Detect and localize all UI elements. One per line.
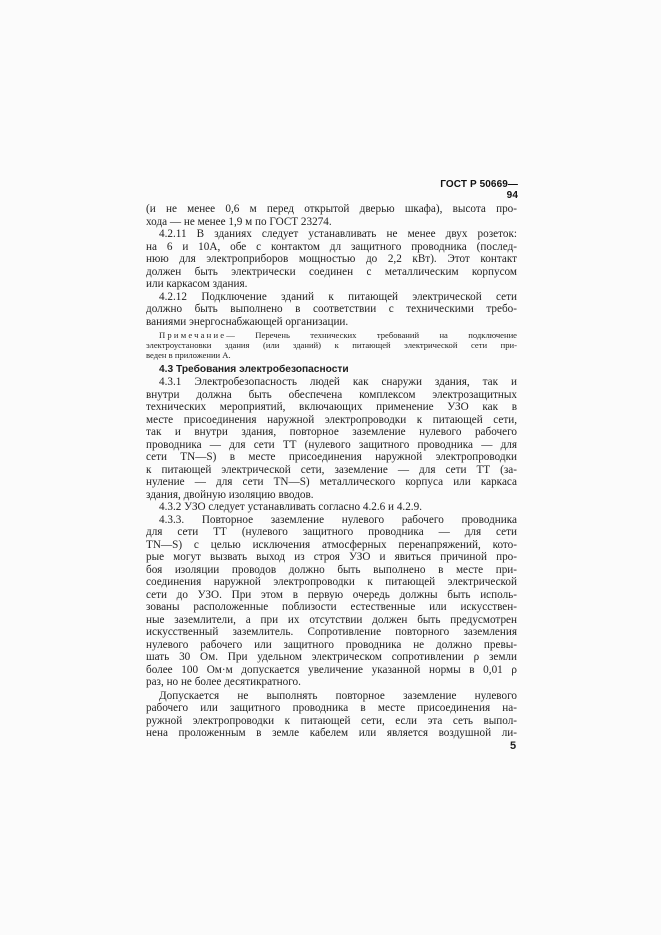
note-label: Примечание <box>159 330 227 340</box>
text-line: сети до УЗО. При этом в первую очередь должны быть исполь- <box>146 588 517 601</box>
note-line: электроустановки здания (или зданий) к питающей электрической сети при- <box>146 340 517 350</box>
paragraph-allowed-first-line: Допускается не выполнять повторное заземление нулевого <box>159 689 517 702</box>
text-line: так и внутри здания, повторное заземление нулевого рабочего <box>146 426 517 438</box>
text-line: ваниями энергоснабжающей организации. <box>146 315 349 328</box>
text-line: внутри должна быть обеспечена комплексом электрозащитных <box>146 388 517 401</box>
text-line: искусственный заземлитель. Сопротивление повторного заземления <box>146 626 517 638</box>
text-line: зованы расположенные поблизости естественные или искусствен- <box>146 601 517 613</box>
text-line: должен быть электрически соединен с металлическим корпусом <box>146 265 517 278</box>
text-line: шать 30 Ом. При удельном электрическом сопротивлении ρ земли <box>146 651 517 663</box>
paragraph-4-2-11-first-line: 4.2.11 В зданиях следует устанавливать не менее двух розеток: <box>159 228 517 240</box>
text-line: технических мероприятий, включающих применение УЗО как в <box>146 401 517 413</box>
text-line: рабочего или защитного проводника в месте присоединения на- <box>146 702 517 714</box>
text-line: ные заземлители, а при их отсутствии должен быть предусмотрен <box>146 613 517 626</box>
paragraph-4-3-2: 4.3.2 УЗО следует устанавливать согласно 4.2.6 и 4.2.9. <box>159 501 422 513</box>
text-line: нулевого рабочего или защитного проводника не должно превы- <box>146 638 517 651</box>
text-line: соединения наружной электропроводки к питающей электрической <box>146 576 517 588</box>
text-line: проводника — для сети ТТ (нулевого защитного проводника — для <box>146 438 517 451</box>
text-line: TN—S) с целью исключения атмосферных перенапряжений, кото- <box>146 538 517 551</box>
text-line: боя изоляции проводов должно быть выполнено в месте при- <box>146 563 517 576</box>
text-line: более 100 Ом·м допускается увеличение указанной нормы в 0,01 ρ <box>146 663 517 676</box>
text-line: или каркасом здания. <box>146 278 248 290</box>
text-line: (и не менее 0,6 м перед открытой дверью шкафа), высота про- <box>146 203 517 215</box>
paragraph-4-3-1-first-line: 4.3.1 Электробезопасность людей как снаружи здания, так и <box>159 376 517 388</box>
text-line: для сети ТТ (нулевого защитного проводника — для сети <box>146 526 517 538</box>
text-line: должно быть выполнено в соответствии с техническими требо- <box>146 303 517 315</box>
text-line: ружной электропроводки к питающей сети, если эта сеть выпол- <box>146 714 517 727</box>
text-line: раз, но не более десятикратного. <box>146 676 301 688</box>
text-line: к питающей электрической сети, заземление — для сети ТТ (за- <box>146 463 517 476</box>
text-line: нюю для электроприборов мощностью до 2,2 кВт). Этот контакт <box>146 253 517 265</box>
text-line: на 6 и 10А, обе с контактом дл защитного проводника (послед- <box>146 240 517 253</box>
section-title-4-3: 4.3 Требования электробезопасности <box>159 364 349 375</box>
text-line: хода — не менее 1,9 м по ГОСТ 23274. <box>146 215 332 228</box>
text-line: рые могут вызвать выход из строя УЗО и явиться причиной про- <box>146 551 517 563</box>
standard-header: ГОСТ Р 50669—94 <box>440 179 518 201</box>
text-line: нена проложенным в земле кабелем или является воздушной ли- <box>146 727 517 739</box>
paragraph-4-3-3-first-line: 4.3.3. Повторное заземление нулевого рабочего проводника <box>159 513 517 526</box>
note-line: веден в приложении А. <box>146 350 231 360</box>
note-first-line <box>159 330 517 340</box>
paragraph-4-2-12-first-line: 4.2.12 Подключение зданий к питающей электрической сети <box>159 290 517 303</box>
note-text: — Перечень технических требований на подключение <box>226 330 517 340</box>
text-line: нуление — для сети TN—S) металлического корпуса или каркаса <box>146 476 517 488</box>
text-line: месте присоединения наружной электропроводки к питающей сети, <box>146 413 517 426</box>
text-line: здания, двойную изоляцию вводов. <box>146 488 314 501</box>
text-line: сети TN—S) в месте присоединения наружной электропроводки <box>146 451 517 463</box>
page-number: 5 <box>510 740 517 752</box>
